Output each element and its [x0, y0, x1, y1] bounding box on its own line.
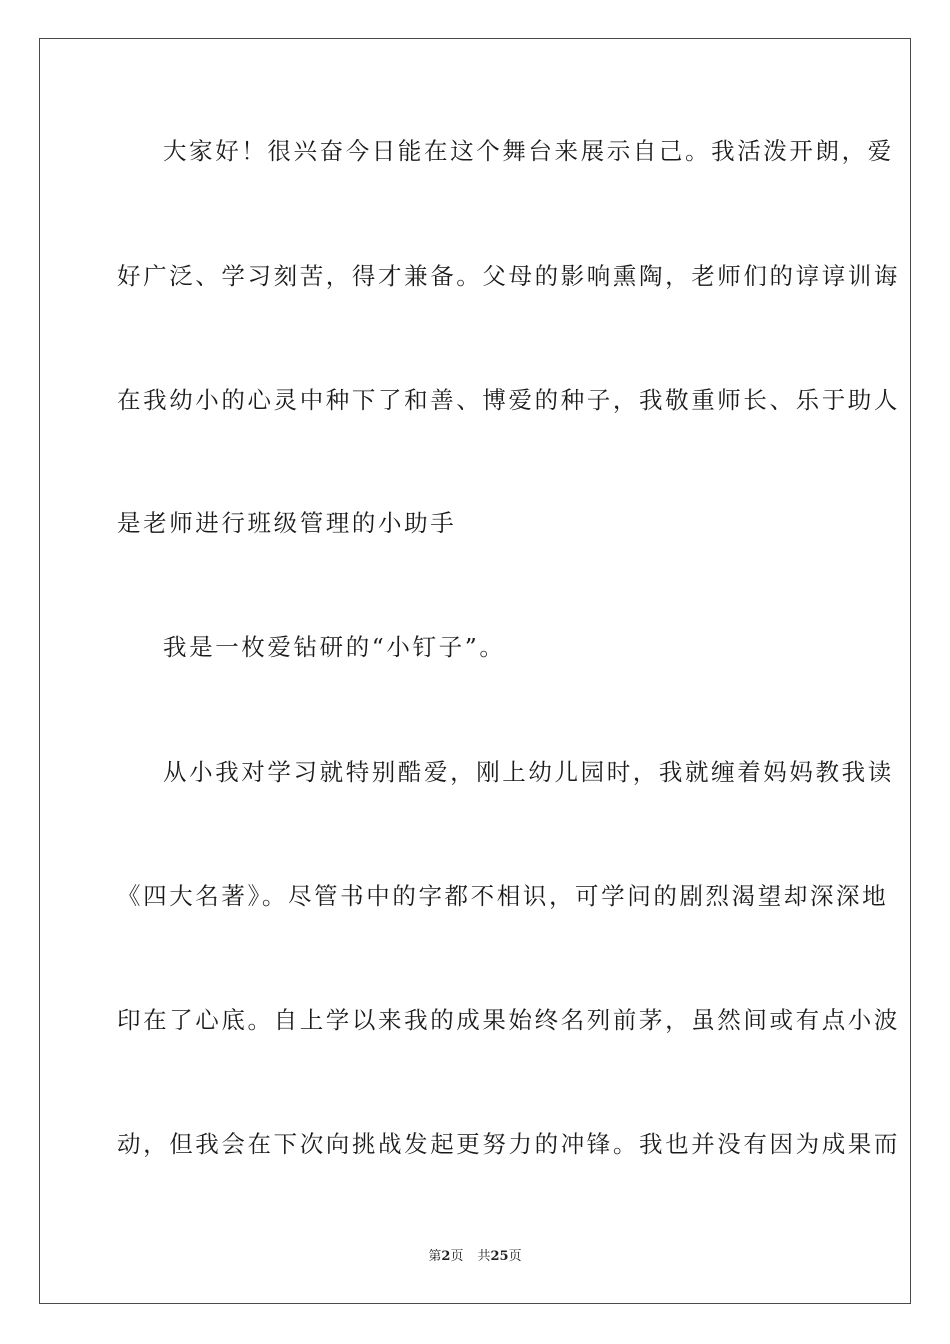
footer-total-prefix: 共	[477, 1249, 491, 1264]
paragraph-1-line-2: 好广泛、学习刻苦，得才兼备。父母的影响熏陶，老师们的谆谆训诲	[117, 262, 900, 290]
paragraph-3-line-3: 印在了心底。自上学以来我的成果始终名列前茅，虽然间或有点小波	[117, 1006, 900, 1034]
footer-total-suffix: 页	[508, 1249, 522, 1264]
footer-page-prefix: 第	[428, 1249, 442, 1264]
footer-page-number: 2	[441, 1249, 451, 1264]
footer-page-suffix: 页	[450, 1249, 464, 1264]
footer-total-pages: 25	[490, 1249, 509, 1264]
paragraph-1-line-3: 在我幼小的心灵中种下了和善、博爱的种子，我敬重师长、乐于助人	[117, 386, 900, 414]
paragraph-3-line-4: 动，但我会在下次向挑战发起更努力的冲锋。我也并没有因为成果而	[117, 1130, 900, 1158]
page-border	[39, 38, 911, 1304]
paragraph-3-line-1: 从小我对学习就特别酷爱，刚上幼儿园时，我就缠着妈妈教我读	[163, 758, 894, 786]
page-footer	[0, 1248, 950, 1266]
paragraph-1-line-4: 是老师进行班级管理的小助手	[117, 509, 457, 537]
paragraph-3-line-2: 《四大名著》。尽管书中的字都不相识，可学问的剧烈渴望却深深地	[117, 882, 889, 910]
paragraph-1-line-1: 大家好！很兴奋今日能在这个舞台来展示自己。我活泼开朗，爱	[163, 137, 894, 165]
paragraph-2-line-1: 我是一枚爱钻研的“小钉子”。	[163, 633, 506, 661]
